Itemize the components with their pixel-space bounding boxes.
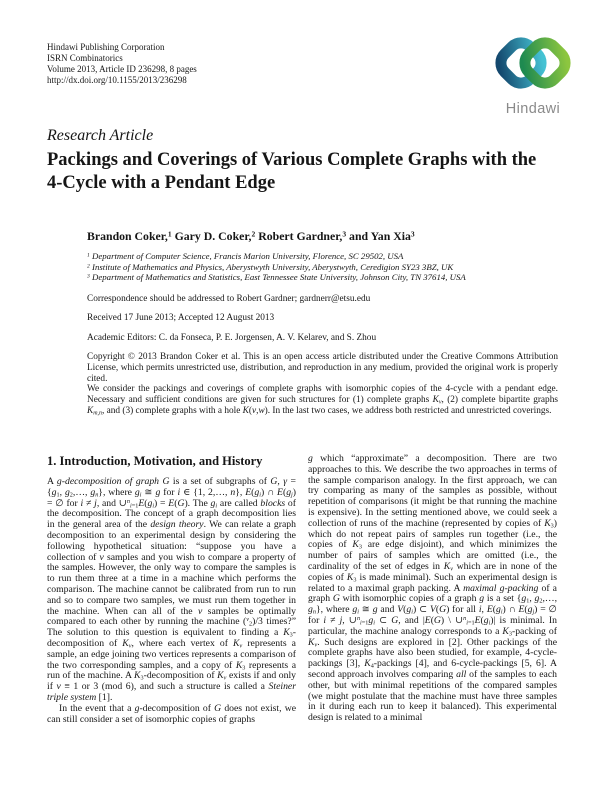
hindawi-rings-icon <box>485 31 581 95</box>
authors-line: Brandon Coker,$^1$ Gary D. Coker,$^2$ Robert Gardner,$^3$ and Yan Xia$^3$ <box>87 229 415 243</box>
abstract-text: We consider the packings and coverings of complete graphs with isomorphic copies of the 4-cycle with a pendant edge. Necessary and sufficient conditions are given for such structures for (1) complete graphs $K_v$, (2) complete bipartite graphs $K_{m,n}$, and (3) complete graphs with a hole K(v,w). In the last two cases, we address both restricted and unrestricted coverings. <box>87 384 558 417</box>
affiliations <box>87 251 558 283</box>
correspondence-line[interactable]: Correspondence should be addressed to Robert Gardner; gardnerr@etsu.edu <box>87 294 371 304</box>
hindawi-wordmark: Hindawi <box>505 101 561 117</box>
publisher-header <box>47 42 197 86</box>
affiliation-2: $^2$ Institute of Mathematics and Physics, Aberystwyth University, Aberystwyth, Ceredigion SY23 3BZ, UK <box>87 261 454 272</box>
affiliation-3: $^3$ Department of Mathematics and Statistics, East Tennessee State University, Johnson City, TN 37614, USA <box>87 272 466 283</box>
body-column-right <box>308 454 557 724</box>
body-column-left <box>47 477 296 725</box>
volume-info: Volume 2013, Article ID 236298, 8 pages <box>47 64 197 74</box>
doi-link[interactable]: http://dx.doi.org/10.1155/2013/236298 <box>47 75 187 85</box>
body-paragraph: In the event that a g-decomposition of G does not exist, we can still consider a set of isomorphic copies of graphs <box>47 702 296 725</box>
journal-name: ISRN Combinatorics <box>47 53 123 63</box>
copyright-notice: Copyright © 2013 Brandon Coker et al. This is an open access article distributed under the Creative Commons Attribution License, which permits unrestricted use, distribution, and reproduction in any medium, provided the original work is properly cited. <box>87 352 558 384</box>
paper-title: Packings and Coverings of Various Complete Graphs with the 4-Cycle with a Pendant Edge <box>47 150 537 193</box>
affiliation-1: $^1$ Department of Computer Science, Francis Marion University, Florence, SC 29502, USA <box>87 251 404 261</box>
academic-editors-line: Academic Editors: C. da Fonseca, P. E. Jorgensen, A. V. Kelarev, and S. Zhou <box>87 333 377 343</box>
hindawi-logo <box>481 31 585 117</box>
article-type: Research Article <box>47 127 154 144</box>
body-paragraph: g which “approximate” a decomposition. There are two approaches to this. We describe the two approaches in terms of the sample comparison analogy. In the first approach, we can try comparing as many of the samples as possible, without repetition of comparisons (it might be that running the machine is expensive). In the setting mentioned above, we could seek a collection of runs of the machine (represented by copies of $K_3$) which do not repeat pairs of samples run together (i.e., the copies of $K_3$ are edge disjoint), and which minimizes the number of pairs of samples which are omitted (i.e., the cardinality of the set of edges in $K_v$ which are in none of the copies of $K_3$ is made minimal). Such an experimental design is related to a maximal graph packing. A maximal g-packing of a graph G with isomorphic copies of a graph g is a set {$g_1$, $g_2,\dots$, $g_n$}, where $g_i$ ≅ g and $V(g_i)$ ⊂ V(G) for all i, $E(g_i)$ ∩ $E(g_j)$ = ∅ for i ≠ j, $\cup^n_{i=1}g_i$ ⊂ G, and |E(G) \ $\cup^n_{i=1}E(g_i)|$ is minimal. In particular, the machine analogy corresponds to a $K_3$-packing of $K_v$. Such designs are explored in [2]. Other packings of the complete graphs have also been studied, for example, 4-cycle-packings [3], $K_4$-packings [4], and 6-cycle-packings [5, 6]. A second approach involves comparing all of the samples to each other, but with minimal repetitions of the compared samples (we might postulate that the machine must have three samples in it during each run to keep it balanced). This experimental design is related to a minimal <box>308 453 558 724</box>
received-accepted-line: Received 17 June 2013; Accepted 12 August 2013 <box>87 313 275 323</box>
section-1-heading: 1. Introduction, Motivation, and History <box>47 454 263 468</box>
body-paragraph: A g-decomposition of graph G is a set of subgraphs of G, $\gamma = \{g_1$, $g_2,\dots$, $g_n$}, where $g_i$ ≅ g for i ∈ {1, 2,…, n}, $E(g_i)$ ∩ $E(g_j)$ = ∅ for i ≠ j, and $\cup^n_{i=1}E(g_i) = E(G)$. The $g_i$ are called blocks of the decomposition. The concept of a graph decomposition lies in the general area of the design theory. We can relate a graph decomposition to an experimental design by considering the following hypothetical situation: “suppose you have a collection of v samples and you wish to compare a property of the samples. However, the only way to compare the samples is to run them three at a time in a machine which performs the comparison. The machine cannot be calibrated from run to run and so to compare two samples, we must run them together in the machine. When can all of the v samples be optimally compared to each other by running the machine ($^v_2$)/3 times?” The solution to this question is equivalent to finding a $K_3$-decomposition of $K_v$, where each vertex of $K_v$ represents a sample, an edge joining two vertices represents a comparison of the two corresponding samples, and a copy of $K_3$ represents a run of the machine. A $K_3$-decomposition of $K_v$ exists if and only if v ≡ 1 or 3 (mod 6), and such a structure is called a Steiner triple system [1]. <box>47 476 297 703</box>
publisher-name: Hindawi Publishing Corporation <box>47 42 165 52</box>
